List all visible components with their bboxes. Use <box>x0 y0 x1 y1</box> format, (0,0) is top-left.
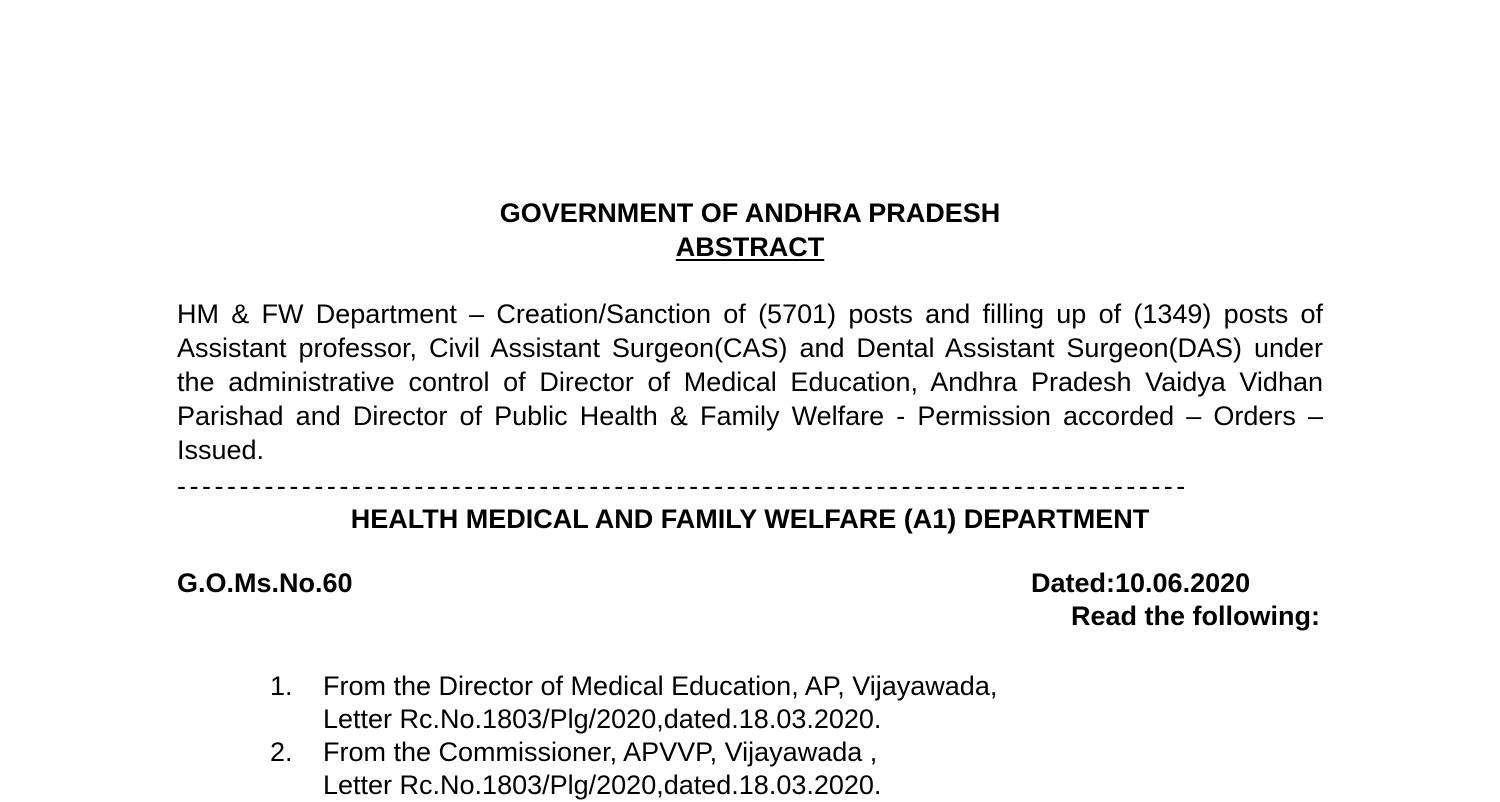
go-number: G.O.Ms.No.60 <box>177 568 353 598</box>
go-date: Dated:10.06.2020 <box>1031 568 1251 598</box>
reference-item <box>270 670 1330 736</box>
subject-paragraph: HM & FW Department – Creation/Sanction of (5701) posts and filling up of (1349) posts of Assistant professor, Civil Assistant Surgeon(CAS) and Dental Assistant Surgeon(DAS) under the administrative control of Director of Medical Education, Andhra Pradesh Vaidya Vidhan Parishad and Director of Public Health & Family Welfare - Permission accorded – Orders – Issued. <box>177 299 1323 465</box>
reference-letter: Letter Rc.No.1803/Plg/2020,dated.18.03.2020. <box>323 704 882 734</box>
reference-number: 1. <box>270 671 293 701</box>
abstract-heading: ABSTRACT <box>675 232 825 262</box>
department-heading: HEALTH MEDICAL AND FAMILY WELFARE (A1) DEPARTMENT <box>350 504 1150 534</box>
reference-body <box>323 670 1330 736</box>
reference-number: 2. <box>270 737 293 767</box>
reference-source: From the Director of Medical Education, AP, Vijayawada, <box>323 671 998 701</box>
dashed-divider: --------------------------------------------------------------------------------- <box>177 471 1189 501</box>
read-following-label: Read the following: <box>1071 601 1320 631</box>
government-heading: GOVERNMENT OF ANDHRA PRADESH <box>499 198 1001 228</box>
reference-item <box>270 736 1330 802</box>
reference-letter: Letter Rc.No.1803/Plg/2020,dated.18.03.2020. <box>323 770 882 800</box>
reference-list <box>270 670 1330 802</box>
reference-body <box>323 736 1330 802</box>
reference-source: From the Commissioner, APVVP, Vijayawada , <box>323 737 878 767</box>
